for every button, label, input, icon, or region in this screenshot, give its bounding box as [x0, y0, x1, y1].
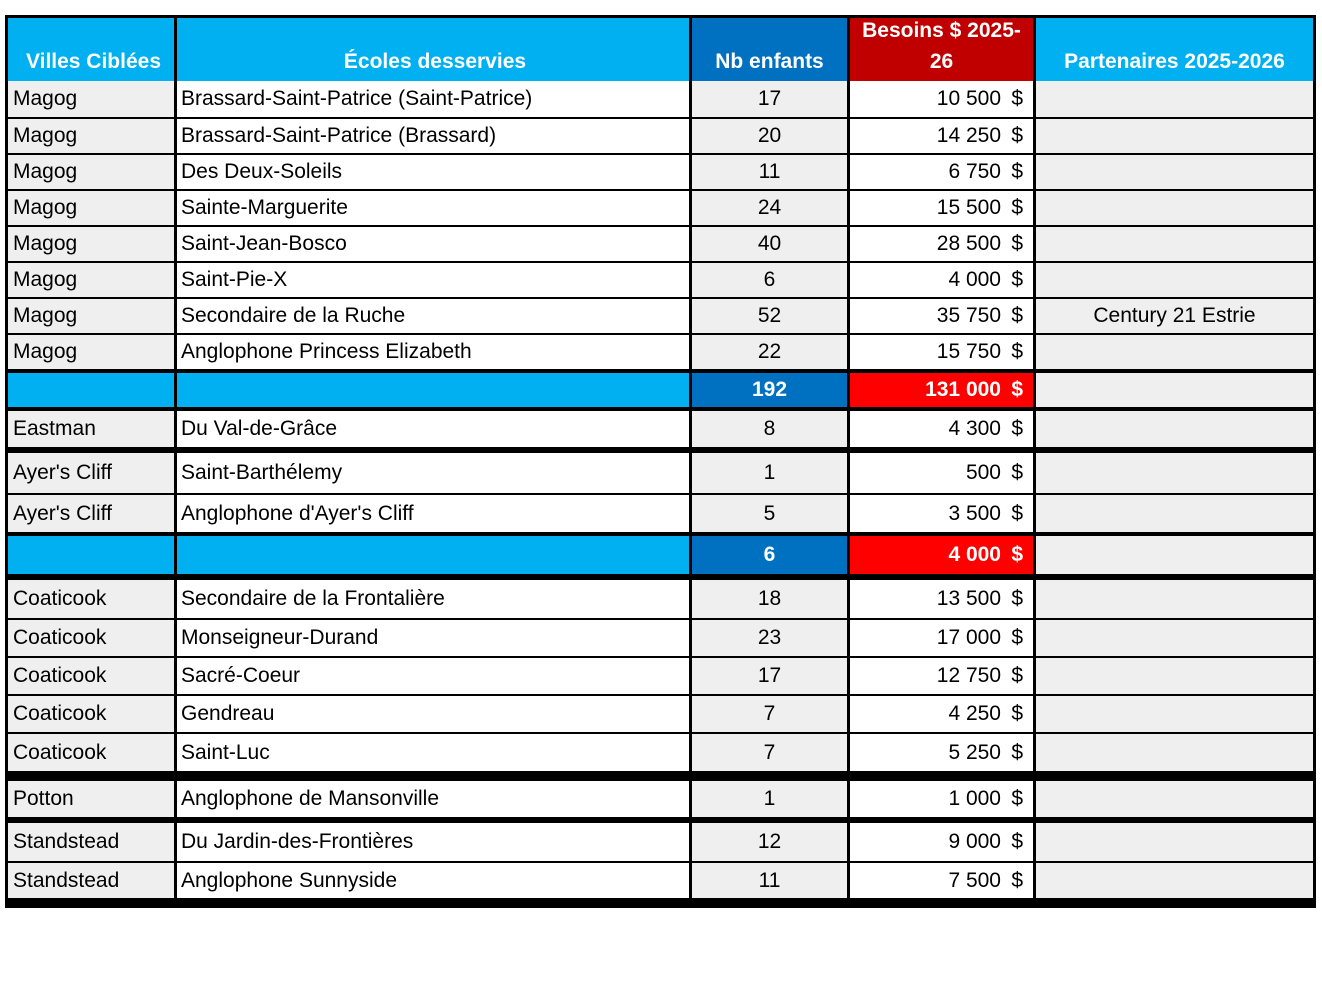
- cell-ecole: Saint-Luc: [177, 734, 689, 771]
- cell-ecole: Secondaire de la Ruche: [177, 299, 689, 333]
- cell-nb-enfants: 7: [692, 734, 847, 771]
- currency-symbol: $: [1011, 626, 1023, 649]
- table-row: [5, 297, 1316, 333]
- cell-ville: Coaticook: [8, 580, 174, 618]
- currency-symbol: $: [1011, 160, 1023, 183]
- table-row: [5, 861, 1316, 898]
- cell-partenaire: [1036, 781, 1313, 817]
- table-row: [5, 732, 1316, 771]
- subtotal-row: [5, 771, 1316, 775]
- cell-nb-enfants: 18: [692, 580, 847, 618]
- cell-partenaire: [1036, 863, 1313, 898]
- cell-besoins: [850, 411, 1033, 447]
- amount-value: 1 000: [948, 787, 1001, 810]
- cell-ville: Magog: [8, 81, 174, 117]
- subtotal-partenaire: [1036, 373, 1313, 407]
- cell-besoins: [850, 191, 1033, 225]
- cell-besoins: [850, 81, 1033, 117]
- cell-ecole: Monseigneur-Durand: [177, 620, 689, 656]
- amount-value: 9 000: [948, 830, 1001, 853]
- subtotal-ville: [8, 536, 174, 574]
- cell-ecole: Anglophone Princess Elizabeth: [177, 335, 689, 369]
- subtotal-ville: [8, 373, 174, 407]
- amount-value: 4 000: [948, 268, 1001, 291]
- currency-symbol: $: [1011, 417, 1023, 440]
- cell-ville: Coaticook: [8, 620, 174, 656]
- subtotal-nb-enfants: 192: [692, 373, 847, 407]
- amount-value: 131 000: [925, 378, 1001, 401]
- amount-value: 14 250: [936, 124, 1001, 147]
- cell-ecole: Anglophone Sunnyside: [177, 863, 689, 898]
- cell-ville: Potton: [8, 781, 174, 817]
- cell-nb-enfants: 40: [692, 227, 847, 261]
- currency-symbol: $: [1011, 461, 1023, 484]
- cell-ville: Standstead: [8, 863, 174, 898]
- currency-symbol: $: [1011, 702, 1023, 725]
- cell-ville: Ayer's Cliff: [8, 495, 174, 532]
- cell-ecole: Anglophone d'Ayer's Cliff: [177, 495, 689, 532]
- cell-partenaire: [1036, 453, 1313, 493]
- amount-value: 15 500: [936, 196, 1001, 219]
- table-body: [5, 81, 1316, 908]
- cell-partenaire: Century 21 Estrie: [1036, 299, 1313, 333]
- currency-symbol: $: [1011, 740, 1023, 764]
- cell-nb-enfants: 12: [692, 823, 847, 861]
- cell-ecole: Des Deux-Soleils: [177, 155, 689, 189]
- table-row: [5, 823, 1316, 861]
- cell-ecole: Gendreau: [177, 696, 689, 732]
- currency-symbol: $: [1011, 340, 1023, 363]
- subtotal-besoins: [850, 536, 1033, 574]
- cell-besoins: [850, 823, 1033, 861]
- cell-besoins: [850, 299, 1033, 333]
- cell-besoins: [850, 781, 1033, 817]
- currency-symbol: $: [1011, 868, 1023, 892]
- cell-ecole: Saint-Pie-X: [177, 263, 689, 297]
- subtotal-partenaire: [1036, 536, 1313, 574]
- cell-ville: Coaticook: [8, 658, 174, 694]
- cell-partenaire: [1036, 191, 1313, 225]
- cell-nb-enfants: 20: [692, 119, 847, 153]
- amount-value: 12 750: [936, 664, 1001, 687]
- subtotal-besoins: [850, 373, 1033, 407]
- cell-partenaire: [1036, 227, 1313, 261]
- amount-value: 3 500: [948, 501, 1001, 525]
- cell-partenaire: [1036, 263, 1313, 297]
- subtotal-ecole: [177, 536, 689, 574]
- cell-besoins: [850, 335, 1033, 369]
- table-row: [5, 618, 1316, 656]
- cell-besoins: [850, 863, 1033, 898]
- table-row: [5, 153, 1316, 189]
- cell-nb-enfants: 24: [692, 191, 847, 225]
- cell-besoins: [850, 580, 1033, 618]
- cell-nb-enfants: 7: [692, 696, 847, 732]
- table-row: [5, 261, 1316, 297]
- cell-nb-enfants: 11: [692, 863, 847, 898]
- cell-ville: Magog: [8, 335, 174, 369]
- cell-partenaire: [1036, 658, 1313, 694]
- currency-symbol: $: [1011, 196, 1023, 219]
- cell-ville: Magog: [8, 155, 174, 189]
- cell-besoins: [850, 495, 1033, 532]
- table-row: [5, 81, 1316, 117]
- cell-ville: Coaticook: [8, 734, 174, 771]
- header-partenaires: Partenaires 2025-2026: [1036, 18, 1313, 81]
- amount-value: 35 750: [936, 304, 1001, 327]
- cell-ecole: Saint-Jean-Bosco: [177, 227, 689, 261]
- table-row: [5, 411, 1316, 447]
- cell-ville: Magog: [8, 299, 174, 333]
- currency-symbol: $: [1011, 268, 1023, 291]
- cell-ville: Magog: [8, 119, 174, 153]
- cell-partenaire: [1036, 495, 1313, 532]
- cell-nb-enfants: 17: [692, 81, 847, 117]
- amount-value: 13 500: [936, 587, 1001, 610]
- amount-value: 7 500: [948, 868, 1001, 892]
- currency-symbol: $: [1011, 830, 1023, 853]
- table-row: [5, 189, 1316, 225]
- cell-ville: Coaticook: [8, 696, 174, 732]
- currency-symbol: $: [1011, 787, 1023, 810]
- cell-ecole: Secondaire de la Frontalière: [177, 580, 689, 618]
- cell-ecole: Sacré-Coeur: [177, 658, 689, 694]
- group-separator: [5, 902, 1316, 908]
- amount-value: 15 750: [936, 340, 1001, 363]
- cell-besoins: [850, 155, 1033, 189]
- cell-ecole: Saint-Barthélemy: [177, 453, 689, 493]
- subtotal-row: [5, 532, 1316, 574]
- cell-nb-enfants: 1: [692, 453, 847, 493]
- amount-value: 5 250: [948, 740, 1001, 764]
- table-row: [5, 694, 1316, 732]
- cell-besoins: [850, 119, 1033, 153]
- amount-value: 4 000: [948, 543, 1001, 566]
- currency-symbol: $: [1011, 87, 1023, 110]
- cell-nb-enfants: 17: [692, 658, 847, 694]
- header-besoins: Besoins $ 2025-26: [850, 18, 1033, 81]
- amount-value: 28 500: [936, 232, 1001, 255]
- cell-partenaire: [1036, 823, 1313, 861]
- header-ecoles: Écoles desservies: [177, 18, 689, 81]
- cell-ecole: Du Val-de-Grâce: [177, 411, 689, 447]
- amount-value: 500: [965, 461, 1001, 484]
- cell-partenaire: [1036, 81, 1313, 117]
- amount-value: 6 750: [948, 160, 1001, 183]
- currency-symbol: $: [1011, 378, 1023, 401]
- cell-nb-enfants: 22: [692, 335, 847, 369]
- cell-besoins: [850, 453, 1033, 493]
- cell-partenaire: [1036, 119, 1313, 153]
- currency-symbol: $: [1011, 304, 1023, 327]
- currency-symbol: $: [1011, 501, 1023, 525]
- cell-besoins: [850, 263, 1033, 297]
- currency-symbol: $: [1011, 664, 1023, 687]
- table-row: [5, 656, 1316, 694]
- cell-ville: Standstead: [8, 823, 174, 861]
- cell-ecole: Anglophone de Mansonville: [177, 781, 689, 817]
- cell-nb-enfants: 8: [692, 411, 847, 447]
- cell-nb-enfants: 23: [692, 620, 847, 656]
- cell-ville: Magog: [8, 263, 174, 297]
- header-row: [5, 15, 1316, 81]
- cell-nb-enfants: 52: [692, 299, 847, 333]
- currency-symbol: $: [1011, 587, 1023, 610]
- cell-besoins: [850, 734, 1033, 771]
- table-row: [5, 453, 1316, 493]
- cell-besoins: [850, 227, 1033, 261]
- currency-symbol: $: [1011, 543, 1023, 566]
- table-row: [5, 333, 1316, 369]
- cell-ville: Magog: [8, 191, 174, 225]
- cell-ville: Eastman: [8, 411, 174, 447]
- cell-partenaire: [1036, 696, 1313, 732]
- currency-symbol: $: [1011, 232, 1023, 255]
- schools-table: [5, 15, 1316, 908]
- table-row: [5, 580, 1316, 618]
- cell-ecole: Sainte-Marguerite: [177, 191, 689, 225]
- cell-ville: Ayer's Cliff: [8, 453, 174, 493]
- cell-besoins: [850, 658, 1033, 694]
- currency-symbol: $: [1011, 124, 1023, 147]
- subtotal-ecole: [177, 373, 689, 407]
- cell-besoins: [850, 696, 1033, 732]
- subtotal-row: [5, 898, 1316, 902]
- cell-nb-enfants: 11: [692, 155, 847, 189]
- amount-value: 10 500: [936, 87, 1001, 110]
- cell-nb-enfants: 5: [692, 495, 847, 532]
- cell-partenaire: [1036, 620, 1313, 656]
- cell-ecole: Brassard-Saint-Patrice (Saint-Patrice): [177, 81, 689, 117]
- amount-value: 4 250: [948, 702, 1001, 725]
- cell-ecole: Brassard-Saint-Patrice (Brassard): [177, 119, 689, 153]
- cell-ecole: Du Jardin-des-Frontières: [177, 823, 689, 861]
- table-row: [5, 225, 1316, 261]
- amount-value: 4 300: [948, 417, 1001, 440]
- subtotal-nb-enfants: 6: [692, 536, 847, 574]
- cell-partenaire: [1036, 580, 1313, 618]
- cell-partenaire: [1036, 155, 1313, 189]
- amount-value: 17 000: [936, 626, 1001, 649]
- table-row: [5, 117, 1316, 153]
- header-villes: Villes Ciblées: [8, 18, 174, 81]
- cell-nb-enfants: 1: [692, 781, 847, 817]
- cell-partenaire: [1036, 335, 1313, 369]
- cell-besoins: [850, 620, 1033, 656]
- header-nb-enfants: Nb enfants: [692, 18, 847, 81]
- cell-partenaire: [1036, 734, 1313, 771]
- cell-partenaire: [1036, 411, 1313, 447]
- cell-nb-enfants: 6: [692, 263, 847, 297]
- cell-ville: Magog: [8, 227, 174, 261]
- subtotal-row: [5, 369, 1316, 407]
- table-row: [5, 781, 1316, 817]
- table-row: [5, 493, 1316, 532]
